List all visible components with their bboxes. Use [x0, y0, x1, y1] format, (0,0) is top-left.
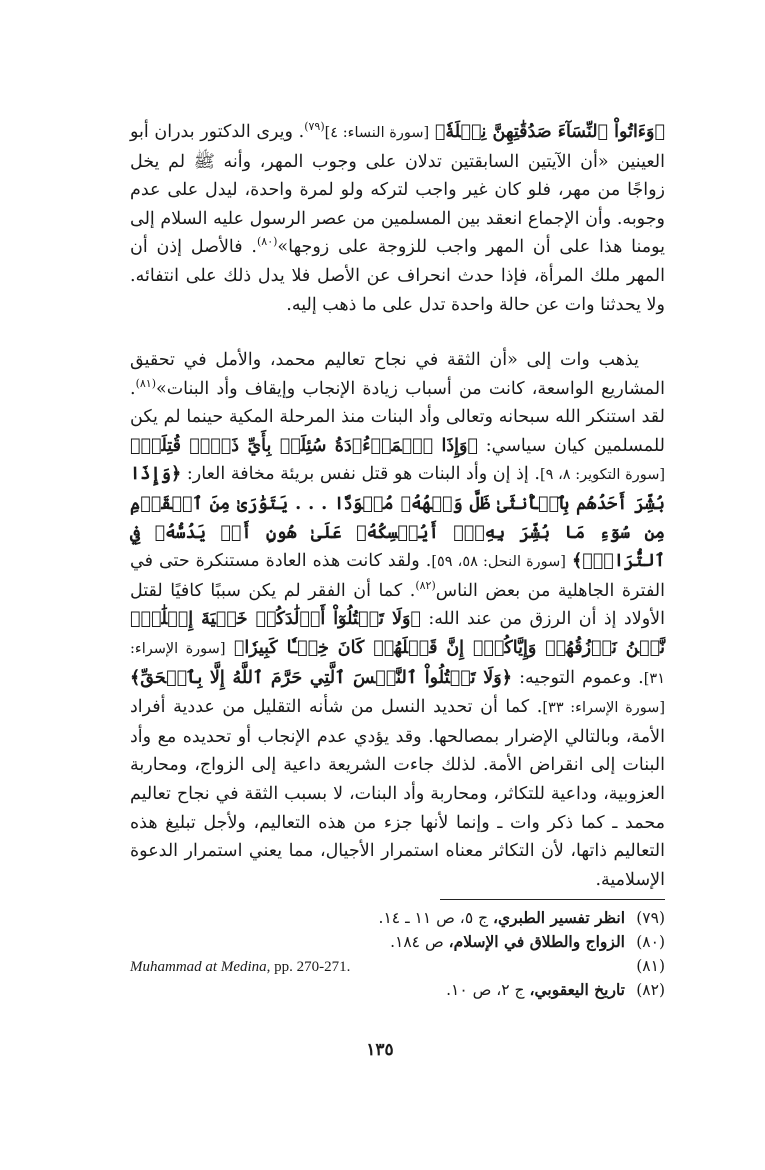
footnotes — [130, 906, 665, 1002]
footnote-title: الزواج والطلاق في الإسلام، — [448, 932, 625, 951]
verse-reference: [سورة النساء: ٤] — [324, 125, 430, 141]
footnote-marker: (٨١) — [135, 376, 156, 390]
footnote-79 — [130, 906, 665, 930]
quran-verse: ﴿وَلَا تَقۡتُلُواْ ٱلنَّفۡسَ ٱلَّتِي حَرَّمَ ٱللَّهُ إِلَّا بِٱلۡحَقِّ﴾ — [130, 667, 512, 688]
footnote-book-title: Muhammad at Medina — [130, 959, 267, 975]
footnote-text — [446, 978, 625, 1002]
footnote-latin-text — [130, 955, 350, 979]
paragraph-text: . ولقد كانت هذه العادة مستنكرة حتى في الفترة الجاهلية من بعض الناس — [130, 551, 666, 601]
footnote-number: (٨٠) — [636, 933, 665, 951]
footnote-title: تاريخ اليعقوبي، — [529, 980, 625, 999]
footnote-divider — [440, 899, 665, 900]
verse-reference: [سورة النحل: ٥٨، ٥٩] — [431, 554, 566, 571]
paragraph-text: . لقد استنكر الله سبحانه وتعالى وأد البنات منذ المرحلة المكية حينما لم يكن للمسلمين كيان سياسي: — [130, 378, 665, 456]
footnote-number: (٨١) — [636, 957, 665, 975]
verse-reference: [سورة الإسراء: ٣١] — [130, 640, 665, 687]
paragraph-text: . كما أن تحديد النسل من شأنه التقليل من عددية أفراد الأمة، وبالتالي الإضرار بمصالحها. وقد يؤدي عدم الإنجاب أو تحديده مع وأد البنات إلى انقراض الأمة. لذلك جاءت الشريعة داعية إلى الزواج، ومحاربة العزوبية، وداعية للتكاثر، ومحاربة وأد البنات، لا بسبب الثقة في نجاح تعاليم محمد ـ كما ذكر وات ـ وإنما لأنها جزء من هذه التعاليم، ولأجل تبليغ هذه التعاليم ذاتها، لأن التكاثر معناه استمرار الأجيال، مما يعني استمرار الدعوة الإسلامية. — [130, 697, 665, 890]
paragraph-text: . وعموم التوجيه: — [512, 667, 644, 688]
footnote-marker: (٧٩) — [304, 120, 325, 134]
paragraph-1 — [130, 118, 665, 319]
page-number: ١٣٥ — [366, 1040, 394, 1060]
verse-reference: [سورة التكوير: ٨، ٩] — [539, 467, 665, 484]
quran-verse: ﴿وَلَا تَقۡتُلُوٓاْ أَوۡلَٰدَكُمۡ خَشۡيَةَ إِمۡلَٰقٖۖ نَّحۡنُ نَرۡزُقُهُمۡ وَإِيَّاكُمۡۚ إِنَّ قَتۡلَهُمۡ كَانَ خِطۡـٔٗا كَبِيرٗا﴾ — [130, 609, 665, 658]
paragraph-text: . فالأصل إذن أن المهر ملك المرأة، فإذا حدث انحراف عن الأصل فلا يدل ذلك على انتفائه. ولا يحدثنا وات عن حالة واحدة تدل على ما ذهب إليه. — [130, 237, 665, 315]
paragraph-text: . ويرى الدكتور بدران أبو العينين «أن الآيتين السابقتين تدلان على وجوب المهر، وأنه ﷺ لم يخل زواجًا من مهر، فلو كان غير واجب لتركه ولو لمرة واحدة، ليدل على عدم وجوبه. وأن الإجماع انعقد بين المسلمين من عصر الرسول عليه السلام إلى يومنا هذا على أن المهر واجب للزوجة على زوجها» — [130, 122, 666, 258]
footnote-marker: (٨٢) — [415, 578, 436, 592]
footnote-text — [379, 906, 625, 930]
footnote-detail: , pp. 270-271. — [266, 959, 351, 975]
footnote-82 — [130, 978, 665, 1002]
quran-verse: ﴿وَءَاتُواْ ٱلنِّسَآءَ صَدُقَٰتِهِنَّ نِحۡلَةٗ﴾ — [434, 122, 665, 142]
footnote-number: (٧٩) — [636, 909, 665, 927]
footnote-detail: ج ٥، ص ١١ ـ ١٤. — [378, 909, 493, 927]
footnote-detail: ج ٢، ص ١٠. — [446, 981, 530, 999]
footnote-80 — [130, 930, 665, 954]
footnote-marker: (٨٠) — [257, 235, 278, 249]
quran-verse: ﴿وَإِذَا بُشِّرَ أَحَدُهُم بِٱلۡأُنثَىٰ ظَلَّ وَجۡهُهُۥ مُسۡوَدّٗا . . . يَتَوَٰرَىٰ مِنَ ٱلۡقَوۡمِ مِن سُوٓءِ مَا بُشِّرَ بِهِۦٓۚ أَيُمۡسِكُهُۥ عَلَىٰ هُونٍ أَمۡ يَدُسُّهُۥ فِي ٱلتُّرَابِۗ﴾ — [130, 464, 665, 572]
footnote-detail: ص ١٨٤. — [390, 933, 449, 951]
quran-verse: ﴿وَإِذَا ٱلۡمَوۡءُۥدَةُ سُئِلَتۡ بِأَيِّ ذَنۢبٖ قُتِلَتۡ﴾ — [130, 435, 478, 456]
footnote-number: (٨٢) — [636, 981, 665, 999]
paragraph-text: يذهب وات إلى «أن الثقة في نجاح تعاليم محمد، والأمل في تحقيق المشاريع الواسعة، كانت من أسباب زيادة الإنجاب وإيقاف وأد البنات» — [130, 350, 665, 399]
footnote-text — [390, 930, 625, 954]
verse-reference: [سورة الإسراء: ٣٣] — [542, 700, 665, 717]
footnote-title: انظر تفسير الطبري، — [493, 908, 625, 927]
paragraph-text: . كما أن الفقر لم يكن سببًا كافيًا لقتل الأولاد إذ أن الرزق من عند الله: — [130, 580, 665, 630]
paragraph-text: . إذ إن وأد البنات هو قتل نفس بريئة مخافة العار: — [181, 464, 540, 485]
footnote-81 — [130, 954, 665, 978]
paragraph-2 — [130, 346, 665, 894]
